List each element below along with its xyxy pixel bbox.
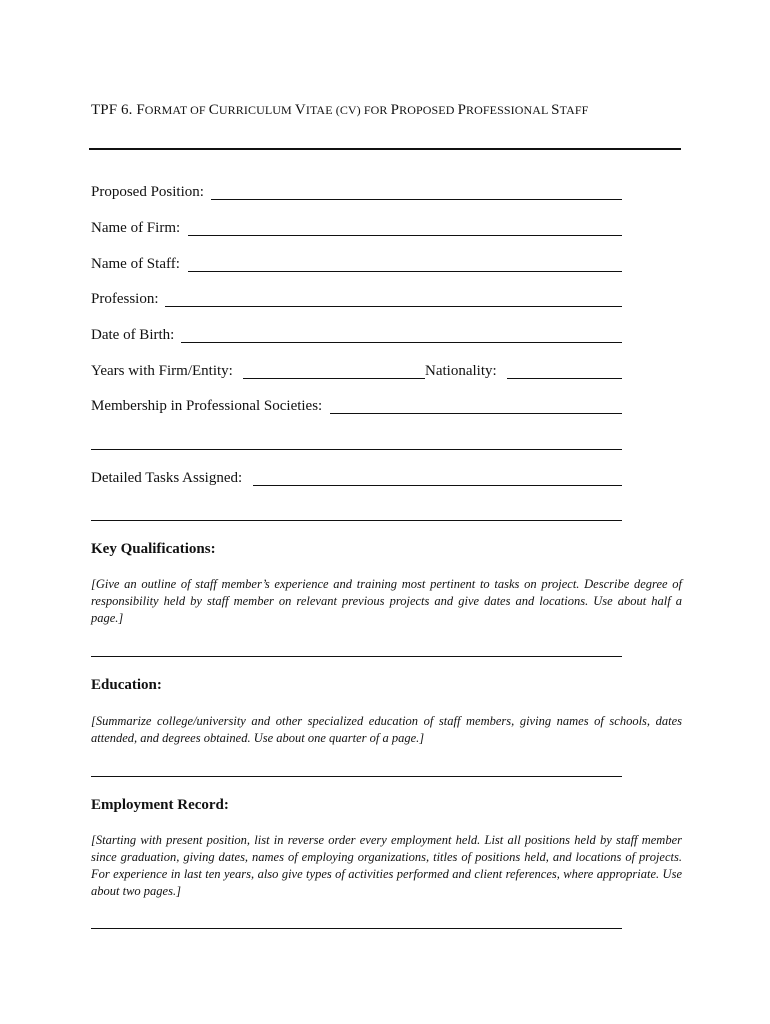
proposed-position-label: Proposed Position: bbox=[91, 184, 204, 200]
nationality-label: Nationality: bbox=[425, 363, 497, 379]
title-initial-3: V bbox=[294, 102, 306, 118]
years-with-firm-line[interactable] bbox=[243, 378, 425, 379]
education-instruction: [Summarize college/university and other specialized education of staff members, giving names of schools, dates attended, and degrees obtained. Use about one quarter of a page.] bbox=[91, 714, 682, 745]
title-initial-5: P bbox=[457, 102, 467, 118]
membership-label: Membership in Professional Societies: bbox=[91, 398, 323, 414]
proposed-position-line[interactable] bbox=[211, 199, 622, 200]
date-of-birth-label: Date of Birth: bbox=[91, 327, 175, 343]
name-of-staff-label: Name of Staff: bbox=[91, 256, 180, 272]
title-divider bbox=[89, 148, 681, 150]
page-title bbox=[91, 102, 588, 119]
employment-record-heading: Employment Record: bbox=[91, 797, 229, 813]
title-initial-1: F bbox=[136, 102, 145, 118]
employment-record-instruction: [Starting with present position, list in reverse order every employment held. List all positions held by staff member since graduation, giving dates, names of employing organizations, titles of positions held, and locations of projects. For experience in last ten years, also give types of activities performed and client references, where appropriate. Use about two pages.] bbox=[91, 833, 682, 898]
key-qualifications-line[interactable] bbox=[91, 656, 622, 657]
title-prefix: TPF 6. bbox=[91, 102, 133, 118]
title-rest-2: URRICULUM bbox=[218, 103, 295, 117]
profession-label: Profession: bbox=[91, 291, 159, 307]
profession-line[interactable] bbox=[165, 306, 622, 307]
name-of-firm-line[interactable] bbox=[188, 235, 622, 236]
employment-record-line[interactable] bbox=[91, 928, 622, 929]
title-initial-6: S bbox=[551, 102, 560, 118]
key-qualifications-instruction: [Give an outline of staff member’s experience and training most pertinent to tasks on project. Describe degree of responsibility held by staff member on relevant previous projects and give dates and locations. Use about half a page.] bbox=[91, 577, 682, 625]
education-line[interactable] bbox=[91, 776, 622, 777]
detailed-tasks-line[interactable] bbox=[253, 485, 622, 486]
title-initial-4: P bbox=[390, 102, 400, 118]
nationality-line[interactable] bbox=[507, 378, 622, 379]
title-rest-5: ROFESSIONAL bbox=[466, 103, 552, 117]
years-with-firm-label: Years with Firm/Entity: bbox=[91, 363, 233, 379]
name-of-staff-line[interactable] bbox=[188, 271, 622, 272]
detailed-tasks-label: Detailed Tasks Assigned: bbox=[91, 470, 243, 486]
title-initial-2: C bbox=[208, 102, 219, 118]
key-qualifications-heading: Key Qualifications: bbox=[91, 541, 216, 557]
title-rest-4: ROPOSED bbox=[399, 103, 458, 117]
title-rest-6: TAFF bbox=[559, 103, 589, 117]
date-of-birth-line[interactable] bbox=[181, 342, 622, 343]
name-of-firm-label: Name of Firm: bbox=[91, 220, 181, 236]
membership-line[interactable] bbox=[330, 413, 622, 414]
title-rest-3: ITAE (CV) FOR bbox=[305, 103, 391, 117]
membership-line-2[interactable] bbox=[91, 449, 622, 450]
detailed-tasks-line-2[interactable] bbox=[91, 520, 622, 521]
title-rest-1: ORMAT OF bbox=[144, 103, 209, 117]
education-heading: Education: bbox=[91, 677, 162, 693]
